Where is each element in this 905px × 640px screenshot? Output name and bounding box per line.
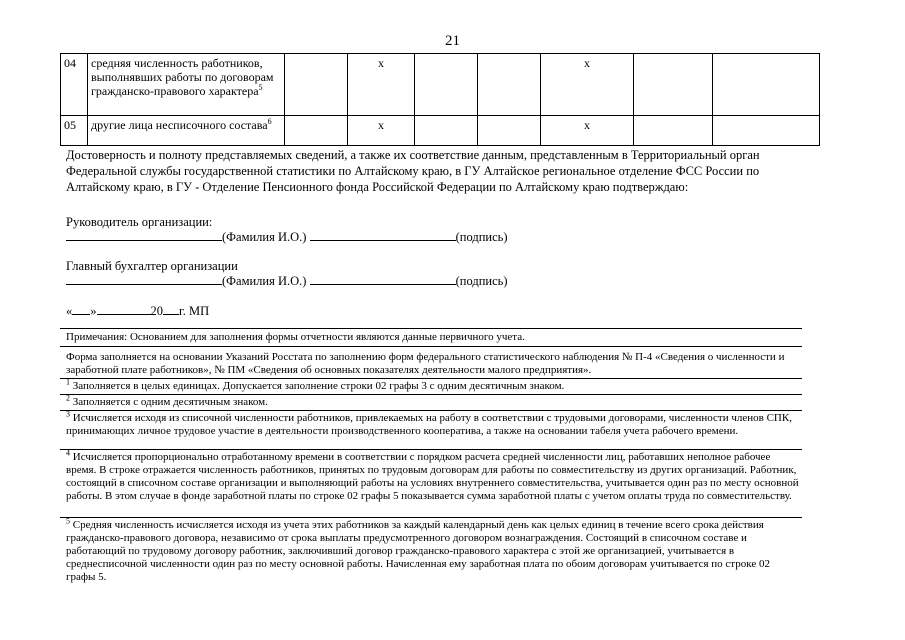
signature-caption: (подпись) [455,230,508,244]
year-blank [163,302,179,315]
signature-caption: (подпись) [455,274,508,288]
date-line: « » 20 г. МП [66,304,210,318]
certification-text: Достоверность и полноту представляемых сведений, а также их соответствие данным, представленным в Территориальный орган Федеральной службы государственной статистики по Алтайскому краю, в ГУ Алтайское региональное отделение ФСС России по Алтайскому краю, в ГУ - Отделение Пенсионного фонда Российской Федерации по Алтайскому краю подтверждаю: [66,148,760,194]
row-label: средняя численность работников, выполнявших работы по договорам гражданско-правового характера$^5$ [88,54,285,116]
footnote-5: $^5$ Средняя численность исчисляется исходя из учета этих работников за каждый календарный день как целых единиц в течение всего срока действия гражданско-правового договора, независимо от срока выплаты предусмотренного договором вознаграждения. Состоящий в списочном составе и работающий по трудовому договору работник, заключивший договор гражданско-правового характера с этой же организацией, учитывается в среднесписочной численности один раз по месту основной работы. Начисленная ему заработная плата по обоим договорам учитывается по строке 02 графы 5. [66,516,770,583]
table-cell [415,54,478,116]
table-cell [415,116,478,146]
divider [60,394,802,395]
table-row [61,116,820,146]
divider [60,449,802,450]
table-cell [634,116,713,146]
head-signature-line [66,228,508,245]
row-label: другие лица несписочного состава$^6$ [88,116,285,146]
footnote-3: $^3$ Исчисляется исходя из списочной численности работников, привлекаемых на работу в соответствии с трудовыми договорами, численности членов СПК, принимающих личное трудовое участие в деятельности производственного кооператива, а также на основании табеля учета рабочего времени. [66,409,792,437]
table-cell [634,54,713,116]
row-code: 04 [61,54,88,116]
data-table [60,53,820,146]
row-code: 05 [61,116,88,146]
table-cell: x [348,116,415,146]
name-caption: (Фамилия И.О.) [222,230,307,244]
name-blank [66,228,222,241]
accountant-label: Главный бухгалтер организации [66,259,238,273]
month-blank [97,302,151,315]
footnote-ref: 6 [267,117,272,126]
page-number: 21 [445,33,460,49]
table-cell [713,54,820,116]
table-cell [478,116,541,146]
footnote-4: $^4$ Исчисляется пропорционально отработанному времени в соответствии с порядком расчета средней численности лиц, работавших неполное рабочее время. В строке отражается численность работников, принятых по трудовым договорам для работы по совместительству из других организаций. Работник, состоящий в списочном составе организации и выполняющий работы на условиях внутреннего совместительства, учитывается один раз по месту основной работы. В этом случае в фонде заработной платы по строке 02 графы 5 показывается сумма заработной платы с учетом оплаты труда по совместительству. [66,448,799,502]
name-blank [66,272,222,285]
table-cell: x [348,54,415,116]
divider [60,378,802,379]
table-cell [285,116,348,146]
divider [60,328,802,329]
footnote-2: $^2$ Заполняется с одним десятичным знаком. [66,393,268,408]
table-cell [478,54,541,116]
table-cell [713,116,820,146]
table-cell: x [541,116,634,146]
head-label: Руководитель организации: [66,215,213,229]
divider [60,346,802,347]
name-caption: (Фамилия И.О.) [222,274,307,288]
table-row [61,54,820,116]
signature-blank [310,228,456,241]
table-cell: x [541,54,634,116]
divider [60,410,802,411]
notes-main: Примечания: Основанием для заполнения формы отчетности являются данные первичного учета. [66,331,525,343]
divider [60,517,802,518]
footnote-1: $^1$ Заполняется в целых единицах. Допускается заполнение строки 02 графы 3 с одним десятичным знаком. [66,377,565,392]
table-cell [285,54,348,116]
accountant-signature-line [66,272,508,289]
footnote-ref: 5 [258,83,263,92]
signature-blank [310,272,456,285]
notes-basis: Форма заполняется на основании Указаний Росстата по заполнению форм федерального статистического наблюдения № П-4 «Сведения о численности и заработной плате работников», № ПМ «Сведения об основных показателях деятельности малого предприятия». [66,351,785,376]
day-blank [72,302,90,315]
